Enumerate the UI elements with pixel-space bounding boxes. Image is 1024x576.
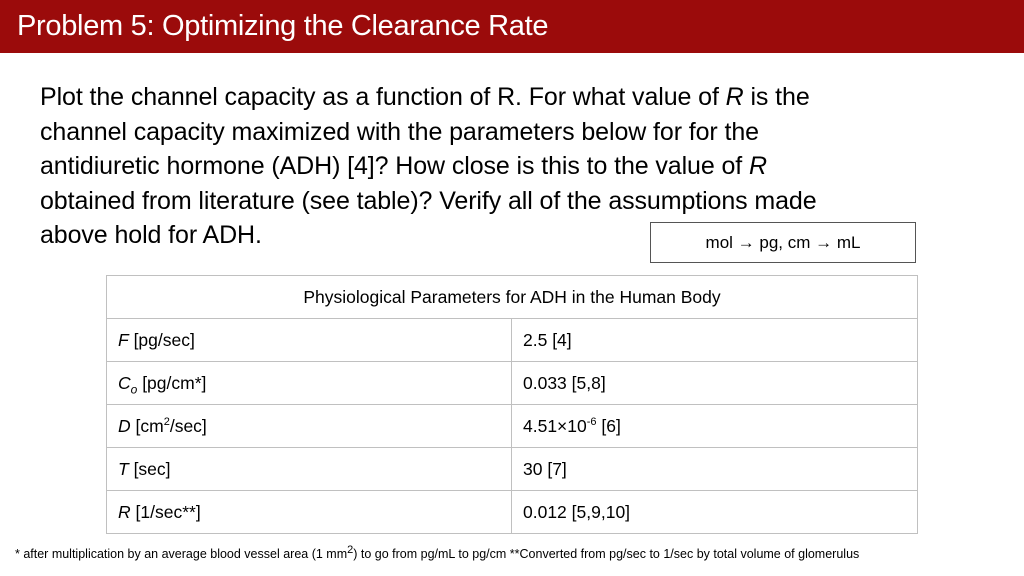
problem-line-2: channel capacity maximized with the parameters below for for the [40,117,759,146]
parameter-label [107,362,512,405]
problem-text-segment: is the [743,83,810,111]
title-bar [0,0,1024,53]
parameter-value [512,405,918,448]
parameter-symbol: R [118,501,131,522]
value-mantissa: 4.51×10 [523,415,587,436]
parameter-symbol: T [118,458,129,479]
problem-text-segment: antidiuretic hormone (ADH) [4]? How close is this to the value of [40,152,750,180]
table-row [107,319,918,362]
footnote [15,543,860,561]
problem-line-4: obtained from literature (see table)? Verify all of the assumptions made [40,186,817,215]
parameters-table [106,275,918,534]
table-row [107,405,918,448]
parameter-symbol: F [118,329,129,350]
parameter-value: 0.033 [5,8] [512,362,918,405]
parameter-unit: [cm [130,415,164,436]
parameter-subscript: o [130,382,138,396]
unit-conversion-note: mol → pg, cm → mL [650,222,916,263]
footnote-superscript: 2 [347,543,354,556]
parameter-unit: [1/sec**] [130,501,201,522]
parameter-symbol: D [118,415,131,436]
variable-r: R [749,152,767,180]
parameter-unit: /sec] [169,415,207,436]
problem-line-3 [40,149,950,184]
slide-title: Problem 5: Optimizing the Clearance Rate [17,10,549,42]
parameter-value: 2.5 [4] [512,319,918,362]
footnote-text: ) to go from pg/mL to pg/cm **Converted from pg/sec to 1/sec by total volume of glomerulus [353,547,860,561]
table-row [107,362,918,405]
problem-line-5: above hold for ADH. [40,221,262,249]
parameter-label [107,319,512,362]
parameter-unit: [pg/cm*] [137,372,207,393]
table-row [107,448,918,491]
table-header-row [107,276,918,319]
unit-superscript: 2 [163,415,170,428]
problem-line-1 [40,80,950,115]
footnote-text: * after multiplication by an average blood vessel area (1 mm [15,547,348,561]
parameter-value: 30 [7] [512,448,918,491]
problem-text-segment: Plot the channel capacity as a function of R. For what value of [40,83,726,111]
parameter-label [107,448,512,491]
variable-r: R [725,83,744,111]
parameter-value: 0.012 [5,9,10] [512,491,918,534]
value-exponent: -6 [586,415,597,428]
parameter-label [107,405,512,448]
parameter-unit: [pg/sec] [128,329,195,350]
value-reference: [6] [596,415,621,436]
parameter-unit: [sec] [128,458,171,479]
parameter-symbol: C [118,372,131,393]
parameter-label [107,491,512,534]
table-header: Physiological Parameters for ADH in the Human Body [107,276,918,319]
table-row [107,491,918,534]
